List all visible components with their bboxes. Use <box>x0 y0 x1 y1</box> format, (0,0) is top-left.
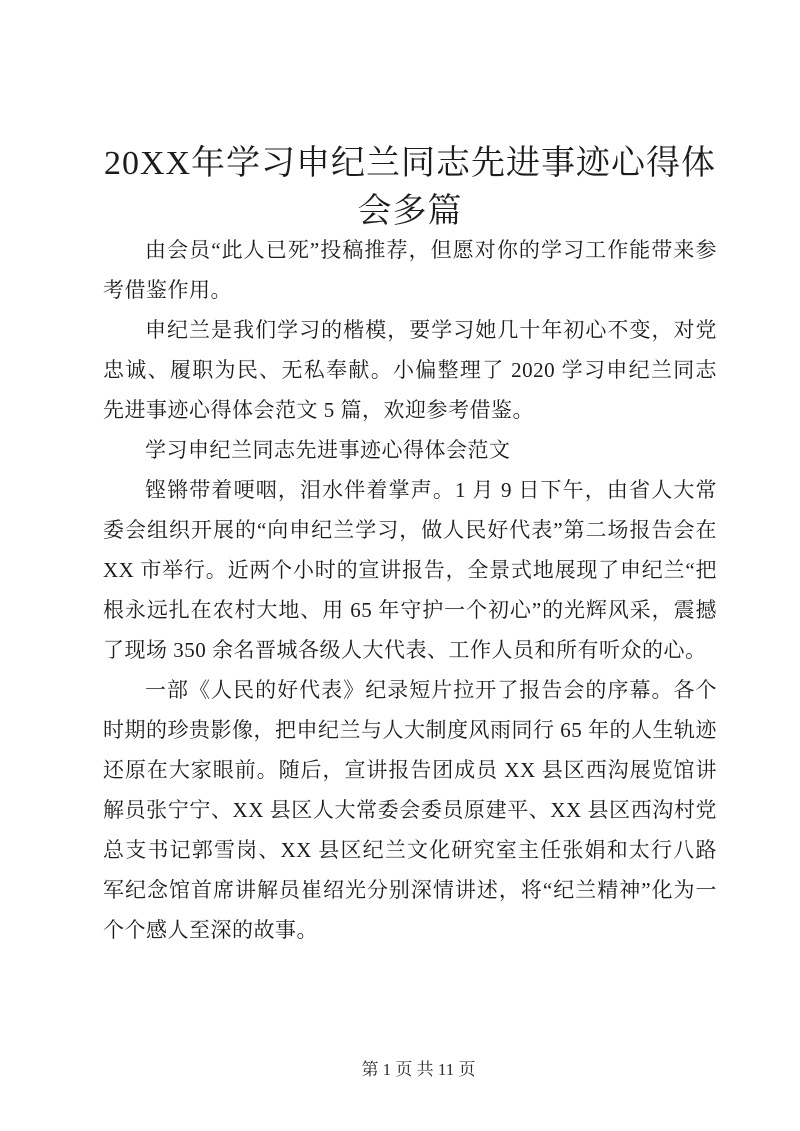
paragraph-documentary: 一部《人民的好代表》纪录短片拉开了报告会的序幕。各个时期的珍贵影像，把申纪兰与人大制度风雨同行 65 年的人生轨迹还原在大家眼前。随后，宣讲报告团成员 XX 县区西沟展览馆讲解员张宁宁、XX 县区人大常委会委员原建平、XX 县区西沟村党总支书记郭雪岗、XX 县区纪兰文化研究室主任张娟和太行八路军纪念馆首席讲解员崔绍光分别深情讲述，将“纪兰精神”化为一个个感人至深的故事。 <box>103 678 717 942</box>
document-title: 20XX年学习申纪兰同志先进事迹心得体会多篇 <box>103 145 717 230</box>
paragraph-recommendation: 由会员“此人已死”投稿推荐，但愿对你的学习工作能带来参考借鉴作用。 <box>103 238 717 302</box>
paragraph-section-heading: 学习申纪兰同志先进事迹心得体会范文 <box>145 438 511 462</box>
paragraph-report-meeting: 铿锵带着哽咽，泪水伴着掌声。1 月 9 日下午，由省人大常委会组织开展的“向申纪兰学习，做人民好代表”第二场报告会在 XX 市举行。近两个小时的宣讲报告，全景式地展现了申纪兰“把根永远扎在农村大地、用 65 年守护一个初心”的光辉风采，震撼了现场 350 余名晋城各级人大代表、工作人员和所有听众的心。 <box>103 478 717 662</box>
page-footer <box>103 1040 717 1100</box>
page-number-label: 第 1 页 共 11 页 <box>361 1060 476 1079</box>
paragraph-intro: 申纪兰是我们学习的楷模，要学习她几十年初心不变，对党忠诚、履职为民、无私奉献。小偏整理了 2020 学习申纪兰同志先进事迹心得体会范文 5 篇，欢迎参考借鉴。 <box>103 318 717 422</box>
